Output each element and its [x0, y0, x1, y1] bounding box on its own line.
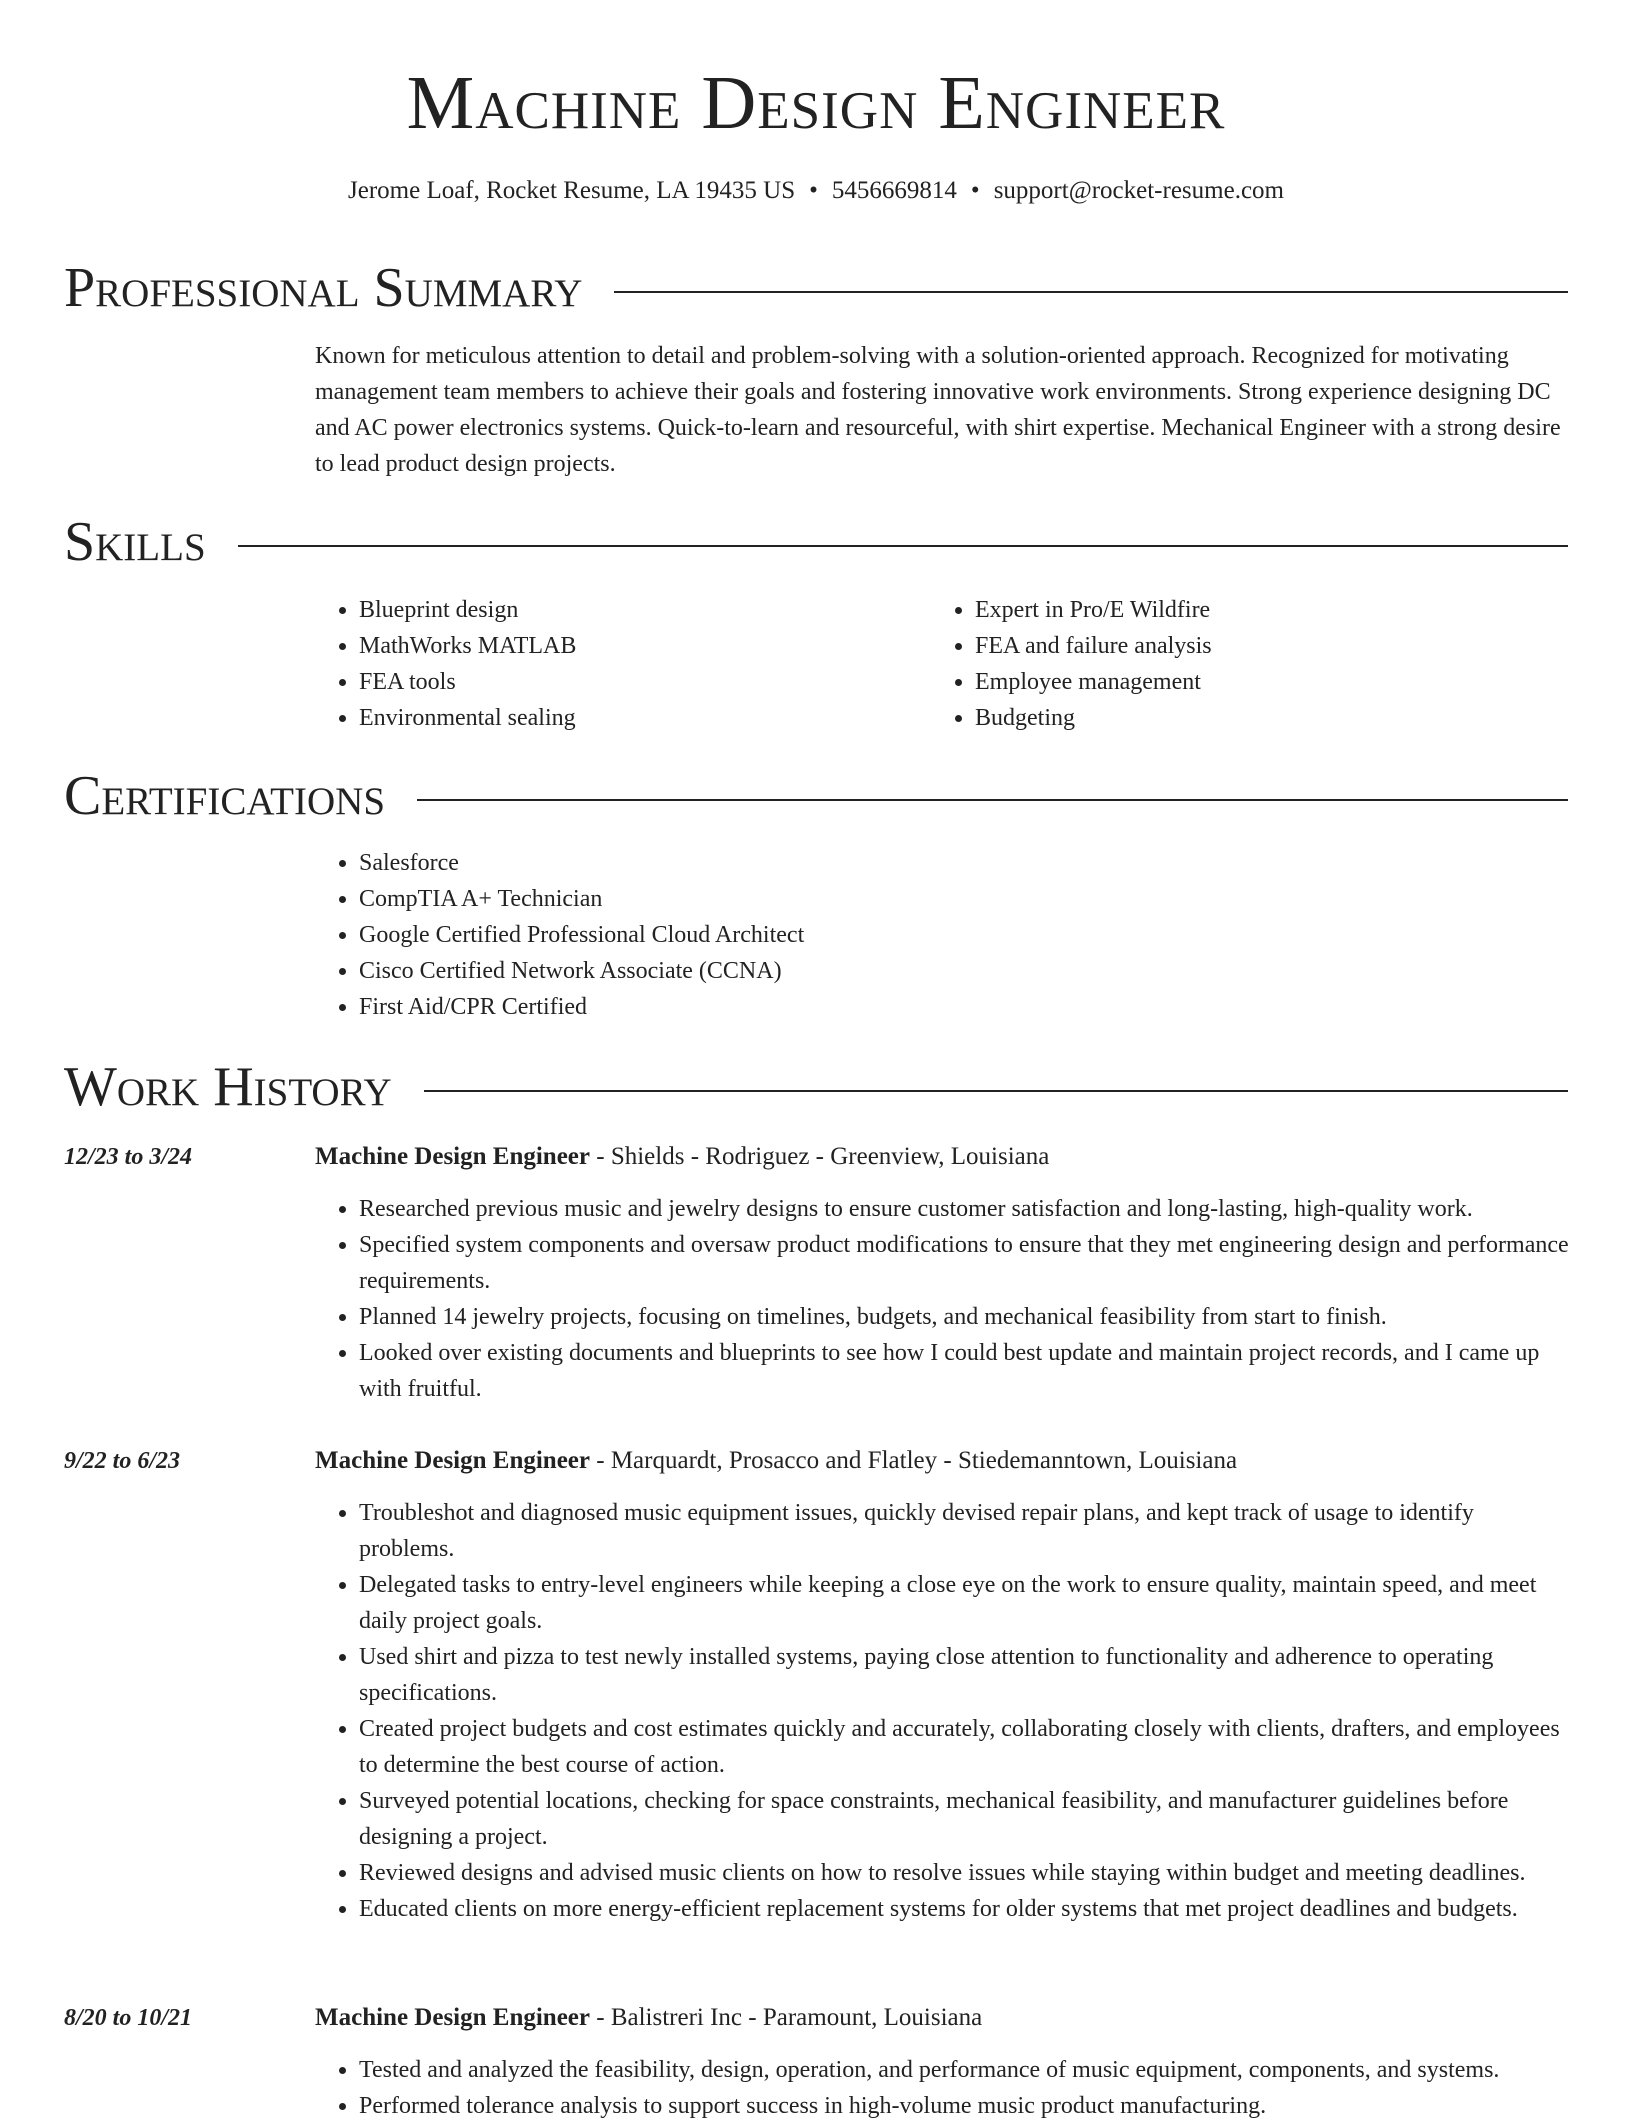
work-history-section-header	[64, 1055, 1568, 1119]
job-dates: 9/22 to 6/23	[64, 1448, 181, 1474]
job-bullet: • Specified system components and oversaw product modifications to ensure that they met engineering design and performance requirements.	[359, 1227, 1570, 1299]
job-bullet: • Used shirt and pizza to test newly installed systems, paying close attention to functionality and adherence to operating specifications.	[359, 1639, 1570, 1711]
certification-item: • CompTIA A+ Technician	[359, 881, 1315, 917]
job-title: Machine Design Engineer	[315, 2004, 590, 2031]
job-bullet-list	[315, 1495, 1570, 1927]
job-employer-location: - Balistreri Inc - Paramount, Louisiana	[590, 2004, 983, 2031]
certification-item: • Google Certified Professional Cloud Architect	[359, 917, 1315, 953]
contact-separator: •	[970, 177, 980, 204]
job-bullets	[315, 2052, 1570, 2124]
skill-item: • Budgeting	[975, 700, 1531, 736]
page-title: Machine Design Engineer	[406, 61, 1226, 145]
skill-item: • Employee management	[975, 664, 1531, 700]
certification-item: • Salesforce	[359, 845, 1315, 881]
job-bullet: • Delegated tasks to entry-level engineers while keeping a close eye on the work to ensure quality, maintain speed, and meet daily project goals.	[359, 1567, 1570, 1639]
job-employer-location: - Shields - Rodriguez - Greenview, Louisiana	[590, 1143, 1050, 1170]
job-heading	[315, 1443, 1570, 1479]
section-divider	[614, 291, 1568, 293]
certifications-block	[315, 845, 1315, 1025]
job-bullet: • Researched previous music and jewelry designs to ensure customer satisfaction and long-lasting, high-quality work.	[359, 1191, 1570, 1227]
contact-line	[0, 174, 1632, 208]
skill-item: • FEA tools	[359, 664, 915, 700]
job-bullet-list	[315, 2052, 1570, 2124]
certifications-heading: Certifications	[64, 765, 386, 827]
job-bullet: • Planned 14 jewelry projects, focusing on timelines, budgets, and mechanical feasibility from start to finish.	[359, 1299, 1570, 1335]
job-bullet: • Troubleshot and diagnosed music equipment issues, quickly devised repair plans, and kept track of usage to identify problems.	[359, 1495, 1570, 1567]
skill-item: • FEA and failure analysis	[975, 628, 1531, 664]
certifications-list	[315, 845, 1315, 1025]
job-bullets	[315, 1495, 1570, 1927]
certifications-section-header	[64, 764, 1568, 828]
job-bullet: • Created project budgets and cost estimates quickly and accurately, collaborating closely with clients, drafters, and employees to determine the best course of action.	[359, 1711, 1570, 1783]
summary-section-header	[64, 256, 1568, 320]
job-heading	[315, 1139, 1570, 1175]
skills-list	[315, 592, 915, 736]
contact-separator: •	[809, 177, 818, 204]
section-divider	[424, 1090, 1568, 1092]
job-bullet-list	[315, 1191, 1570, 1407]
job-dates: 12/23 to 3/24	[64, 1144, 193, 1170]
job-employer-location: - Marquardt, Prosacco and Flatley - Stiedemanntown, Louisiana	[590, 1447, 1238, 1474]
skill-item: • Expert in Pro/E Wildfire	[975, 592, 1531, 628]
job-title: Machine Design Engineer	[315, 1447, 590, 1474]
skills-column-left	[315, 592, 915, 736]
job-bullet: • Surveyed potential locations, checking for space constraints, mechanical feasibility, and manufacturer guidelines before designing a project.	[359, 1783, 1570, 1855]
job-dates: 8/20 to 10/21	[64, 2005, 193, 2031]
job-bullet: • Educated clients on more energy-efficient replacement systems for older systems that met project deadlines and budgets.	[359, 1891, 1570, 1927]
contact-address: Jerome Loaf, Rocket Resume, LA 19435 US	[348, 177, 796, 204]
summary-heading: Professional Summary	[64, 257, 583, 319]
skills-section-header	[64, 510, 1568, 574]
job-bullets	[315, 1191, 1570, 1407]
skill-item: • MathWorks MATLAB	[359, 628, 915, 664]
job-bullet: • Performed tolerance analysis to support success in high-volume music product manufacturing.	[359, 2088, 1570, 2124]
job-heading	[315, 2000, 1570, 2036]
contact-email: support@rocket-resume.com	[993, 177, 1284, 204]
job-title: Machine Design Engineer	[315, 1143, 590, 1170]
summary-text: Known for meticulous attention to detail and problem-solving with a solution-oriented approach. Recognized for motivating management team members to achieve their goals and fostering innovative work environments. Strong experience designing DC and AC power electronics systems. Quick-to-learn and resourceful, with shirt expertise. Mechanical Engineer with a strong desire to lead product design projects.	[315, 343, 1561, 477]
job-bullet: • Tested and analyzed the feasibility, design, operation, and performance of music equipment, components, and systems.	[359, 2052, 1570, 2088]
section-divider	[417, 799, 1568, 801]
job-bullet: • Looked over existing documents and blueprints to see how I could best update and maintain project records, and I came up with fruitful.	[359, 1335, 1570, 1407]
skills-heading: Skills	[64, 511, 206, 573]
contact-phone: 5456669814	[831, 177, 957, 204]
certification-item: • First Aid/CPR Certified	[359, 989, 1315, 1025]
job-bullet: • Reviewed designs and advised music clients on how to resolve issues while staying within budget and meeting deadlines.	[359, 1855, 1570, 1891]
section-divider	[238, 545, 1568, 547]
skills-list	[931, 592, 1531, 736]
skills-column-right	[931, 592, 1531, 736]
certification-item: • Cisco Certified Network Associate (CCNA)	[359, 953, 1315, 989]
skill-item: • Blueprint design	[359, 592, 915, 628]
skill-item: • Environmental sealing	[359, 700, 915, 736]
work-history-heading: Work History	[64, 1056, 392, 1118]
